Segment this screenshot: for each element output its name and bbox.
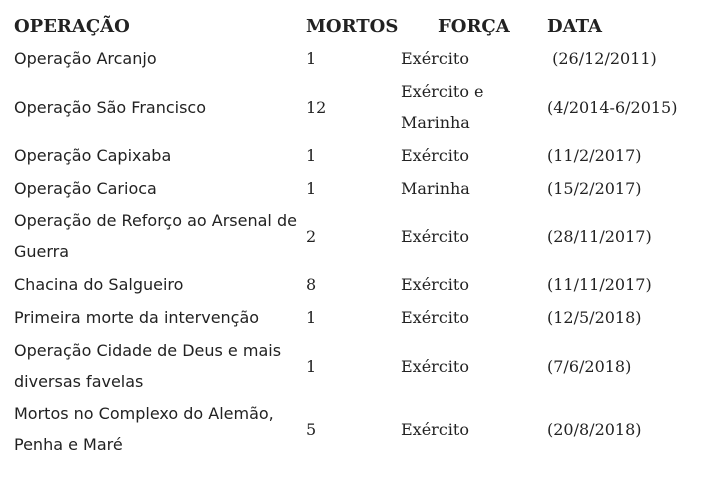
table-row — [14, 172, 698, 204]
table-body — [14, 42, 698, 460]
table-row — [14, 139, 698, 172]
header-mortos: MORTOS — [306, 15, 399, 37]
cell-operacao: Mortos no Complexo do Alemão, Penha e Maré — [14, 404, 274, 454]
header-row — [14, 10, 698, 42]
table-header — [14, 10, 698, 42]
table-row — [14, 204, 698, 268]
cell-operacao: Operação Arcanjo — [14, 49, 157, 68]
cell-mortos: 5 — [306, 419, 317, 439]
cell-data: (15/2/2017) — [547, 178, 642, 198]
cell-mortos: 2 — [306, 226, 317, 246]
cell-data: (11/2/2017) — [547, 146, 642, 165]
cell-data: (20/8/2018) — [547, 419, 642, 439]
cell-mortos: 1 — [306, 308, 317, 327]
table-row — [14, 42, 698, 75]
cell-forca: Marinha — [401, 178, 470, 198]
table-row — [14, 398, 698, 460]
cell-operacao: Operação Capixaba — [14, 146, 172, 165]
cell-data: (26/12/2011) — [547, 49, 657, 68]
cell-operacao: Operação Carioca — [14, 178, 157, 198]
cell-data: (7/6/2018) — [547, 356, 632, 376]
cell-operacao: Operação São Francisco — [14, 97, 207, 117]
cell-mortos: 1 — [306, 146, 317, 165]
table-row — [14, 334, 698, 398]
cell-forca: Exército e Marinha — [401, 82, 484, 132]
cell-operacao: Chacina do Salgueiro — [14, 275, 184, 294]
header-data: DATA — [547, 15, 602, 37]
cell-forca: Exército — [401, 356, 469, 376]
cell-operacao: Operação Cidade de Deus e mais diversas favelas — [14, 341, 282, 391]
table-row — [14, 301, 698, 334]
cell-forca: Exército — [401, 49, 469, 68]
header-forca: FORÇA — [438, 15, 510, 37]
cell-data: (28/11/2017) — [547, 226, 652, 246]
cell-operacao: Primeira morte da intervenção — [14, 308, 260, 327]
cell-data: (4/2014-6/2015) — [547, 97, 678, 117]
cell-mortos: 1 — [306, 49, 317, 68]
cell-forca: Exército — [401, 308, 469, 327]
cell-operacao: Operação de Reforço ao Arsenal de Guerra — [14, 211, 297, 261]
table-row — [14, 268, 698, 301]
header-operacao: OPERAÇÃO — [14, 15, 130, 37]
cell-data: (12/5/2018) — [547, 308, 642, 327]
cell-forca: Exército — [401, 226, 469, 246]
cell-mortos: 8 — [306, 275, 317, 294]
cell-mortos: 1 — [306, 356, 317, 376]
cell-data: (11/11/2017) — [547, 275, 652, 294]
operations-table — [14, 10, 698, 460]
table-row — [14, 75, 698, 139]
cell-mortos: 1 — [306, 178, 317, 198]
cell-forca: Exército — [401, 275, 469, 294]
cell-forca: Exército — [401, 146, 469, 165]
cell-mortos: 12 — [306, 97, 327, 117]
cell-forca: Exército — [401, 419, 469, 439]
